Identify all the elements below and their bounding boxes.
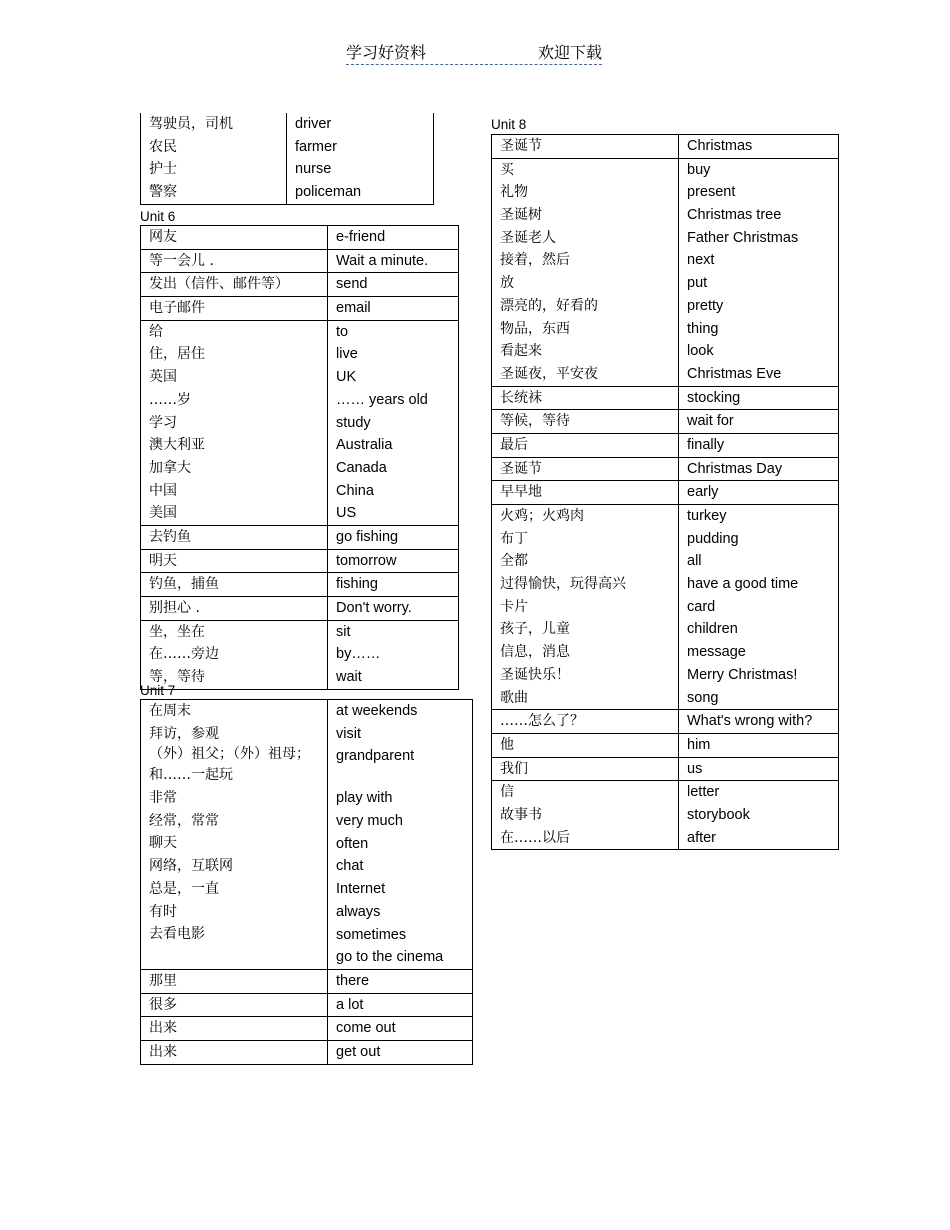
english-term: farmer [295, 138, 337, 155]
english-term: get out [336, 1043, 381, 1060]
english-term: sometimes [336, 926, 407, 943]
chinese-term: 歌曲 [500, 689, 528, 706]
vocab-group [141, 573, 459, 597]
chinese-term: 物品，东西 [500, 320, 570, 337]
english-term: early [687, 484, 719, 501]
chinese-cell [141, 549, 328, 573]
english-cell [679, 135, 839, 159]
english-term: chat [336, 858, 364, 875]
vocab-group [492, 135, 839, 159]
chinese-term: 那里 [149, 972, 177, 989]
english-term: after [687, 829, 717, 846]
english-term: Christmas Day [687, 460, 783, 477]
english-term: Canada [336, 459, 387, 476]
chinese-cell [492, 733, 679, 757]
english-cell [328, 249, 459, 273]
chinese-cell [141, 700, 328, 970]
unit5-vocab-table [140, 113, 434, 205]
vocab-group [141, 273, 459, 297]
vocab-group [141, 700, 473, 970]
chinese-term: 卡片 [500, 598, 528, 615]
english-term: UK [336, 369, 357, 386]
vocab-group [492, 386, 839, 410]
english-term: visit [336, 725, 361, 742]
chinese-term: 坐，坐在 [149, 623, 205, 640]
chinese-cell [492, 757, 679, 781]
chinese-term: ……岁 [149, 391, 191, 408]
chinese-term: 全都 [500, 553, 528, 570]
chinese-term: 护士 [149, 161, 177, 178]
english-term: play with [336, 790, 393, 807]
chinese-cell [141, 226, 328, 250]
english-cell [679, 505, 839, 710]
chinese-term: 发出（信件、邮件等） [149, 276, 289, 293]
chinese-term: 长统袜 [500, 389, 542, 406]
chinese-cell [141, 297, 328, 321]
english-term: nurse [295, 161, 332, 178]
english-term: pretty [687, 297, 724, 314]
english-cell [328, 1040, 473, 1064]
chinese-cell [141, 1017, 328, 1041]
vocab-group [492, 457, 839, 481]
chinese-term: 英国 [149, 369, 177, 386]
chinese-term: 在……旁边 [149, 646, 219, 663]
chinese-term: 等一会儿 . [149, 252, 214, 269]
vocab-group [141, 226, 459, 250]
chinese-cell [492, 457, 679, 481]
chinese-term: 圣诞节 [500, 138, 542, 154]
english-term: go fishing [336, 528, 399, 545]
chinese-cell [492, 505, 679, 710]
english-term: Australia [336, 437, 393, 454]
english-term: grandparent [336, 748, 415, 765]
chinese-cell [492, 481, 679, 505]
chinese-term: 圣诞老人 [500, 229, 556, 246]
english-cell [679, 158, 839, 386]
english-term: present [687, 184, 736, 201]
chinese-term: 和……一起玩 [149, 767, 233, 784]
chinese-term: 加拿大 [149, 459, 191, 476]
english-term: email [336, 300, 371, 317]
chinese-term: 住，居住 [149, 346, 205, 363]
unit7-vocab-table [140, 699, 473, 1065]
english-term: policeman [295, 184, 362, 201]
vocab-group [141, 525, 459, 549]
english-term: fishing [336, 576, 378, 593]
chinese-cell [141, 249, 328, 273]
english-term: have a good time [687, 576, 799, 593]
english-cell [679, 433, 839, 457]
english-cell [287, 113, 434, 204]
chinese-cell [141, 573, 328, 597]
english-cell [328, 320, 459, 525]
english-cell [328, 597, 459, 621]
vocab-group [141, 297, 459, 321]
chinese-term: 聊天 [149, 835, 177, 852]
english-term: at weekends [336, 703, 418, 719]
english-cell [328, 273, 459, 297]
vocab-group [141, 993, 473, 1017]
unit6-vocab-table [140, 225, 459, 690]
english-cell [328, 573, 459, 597]
vocab-group [492, 158, 839, 386]
header-right-text: 欢迎下载 [537, 43, 602, 62]
chinese-cell [492, 158, 679, 386]
chinese-term: 最后 [500, 436, 528, 453]
chinese-term: 拜访，参观 [149, 725, 219, 742]
english-term: message [687, 644, 746, 661]
chinese-term: 钓鱼，捕鱼 [149, 576, 219, 593]
english-cell [328, 549, 459, 573]
english-term: …… years old [336, 391, 428, 408]
header-left-text: 学习好资料 [346, 43, 427, 62]
english-term: driver [295, 116, 332, 132]
english-term: storybook [687, 806, 750, 823]
english-term: letter [687, 784, 720, 801]
chinese-term: 去钓鱼 [149, 528, 191, 545]
chinese-term: 火鸡；火鸡肉 [500, 508, 584, 524]
english-cell [679, 410, 839, 434]
english-term: stocking [687, 389, 741, 406]
english-term: What's wrong with? [687, 713, 813, 730]
chinese-cell [492, 710, 679, 734]
unit8-title: Unit 8 [491, 117, 527, 132]
chinese-term: 等候，等待 [500, 413, 570, 430]
vocab-group [492, 781, 839, 850]
english-term: by…… [336, 646, 381, 663]
english-term: Internet [336, 881, 386, 898]
chinese-term: 非常 [149, 790, 177, 807]
chinese-term: 学习 [149, 414, 177, 431]
unit7-title: Unit 7 [140, 683, 176, 698]
english-cell [679, 710, 839, 734]
english-term: Christmas tree [687, 207, 782, 224]
chinese-term: 布丁 [500, 530, 528, 547]
chinese-term: 明天 [149, 552, 177, 569]
english-cell [328, 993, 473, 1017]
english-term: look [687, 343, 714, 360]
vocab-group [492, 757, 839, 781]
vocab-group [141, 549, 459, 573]
chinese-term: 澳大利亚 [149, 437, 205, 454]
english-term: often [336, 835, 369, 852]
english-cell [328, 297, 459, 321]
vocab-group [141, 113, 434, 204]
english-term: put [687, 275, 708, 292]
chinese-term: 别担心 . [149, 600, 200, 616]
english-term: buy [687, 161, 711, 178]
chinese-cell [141, 597, 328, 621]
chinese-term: 早早地 [500, 484, 542, 501]
vocab-group [492, 505, 839, 710]
english-cell [328, 700, 473, 970]
english-term: send [336, 276, 368, 293]
chinese-cell [492, 410, 679, 434]
chinese-term: 去看电影 [149, 926, 205, 943]
unit8-vocab-table [491, 134, 839, 850]
chinese-term: 在周末 [149, 703, 191, 719]
english-term: very much [336, 813, 403, 830]
english-term: pudding [687, 530, 739, 547]
chinese-term: 他 [500, 736, 514, 753]
english-term: Christmas [687, 138, 753, 154]
english-term: to [336, 323, 349, 340]
english-cell [679, 386, 839, 410]
chinese-term: 电子邮件 [149, 300, 205, 317]
vocab-group [141, 969, 473, 993]
chinese-term: 出来 [149, 1043, 177, 1060]
english-term: e-friend [336, 229, 386, 245]
chinese-term: 总是，一直 [149, 880, 219, 897]
english-term: a lot [336, 996, 364, 1013]
vocab-group [141, 249, 459, 273]
chinese-term: 圣诞节 [500, 460, 542, 477]
vocab-group [492, 481, 839, 505]
vocab-group [141, 620, 459, 689]
english-term: wait [336, 669, 362, 686]
chinese-cell [141, 969, 328, 993]
chinese-term: 放 [500, 275, 514, 292]
english-term: come out [336, 1020, 396, 1037]
chinese-term: 网友 [149, 229, 177, 245]
english-term: sit [336, 623, 351, 640]
english-term: US [336, 505, 357, 522]
chinese-term: 圣诞快乐！ [500, 666, 570, 683]
vocab-group [141, 1040, 473, 1064]
chinese-term: 接着，然后 [500, 252, 570, 269]
chinese-cell [141, 993, 328, 1017]
english-term: finally [687, 436, 725, 453]
chinese-term: 很多 [149, 996, 177, 1013]
chinese-term: 中国 [149, 482, 177, 499]
vocab-group [492, 433, 839, 457]
chinese-term: ……怎么了？ [500, 713, 584, 730]
chinese-cell [492, 433, 679, 457]
english-cell [679, 781, 839, 850]
chinese-term: 美国 [149, 505, 177, 522]
english-cell [328, 226, 459, 250]
vocab-group [141, 597, 459, 621]
english-term: tomorrow [336, 552, 397, 569]
english-term: study [336, 414, 371, 431]
english-term: turkey [687, 508, 727, 524]
english-term: live [336, 346, 358, 363]
chinese-term: 信 [500, 784, 514, 801]
chinese-term: 圣诞树 [500, 207, 542, 224]
chinese-cell [141, 113, 287, 204]
chinese-cell [492, 781, 679, 850]
vocab-group [141, 1017, 473, 1041]
chinese-cell [141, 1040, 328, 1064]
chinese-term: 有时 [149, 903, 177, 920]
chinese-term: 警察 [149, 184, 177, 201]
chinese-term: （外）祖父；（外）祖母； [149, 746, 310, 763]
english-term: all [687, 553, 702, 570]
vocab-group [141, 320, 459, 525]
chinese-cell [141, 620, 328, 689]
english-term: always [336, 903, 381, 920]
chinese-term: 我们 [500, 760, 528, 777]
english-term: next [687, 252, 715, 269]
english-cell [328, 525, 459, 549]
chinese-term: 信息，消息 [500, 644, 570, 661]
english-term: us [687, 760, 703, 777]
english-term: there [336, 972, 370, 989]
chinese-term: 经常，常常 [149, 812, 219, 829]
english-term: card [687, 598, 716, 615]
page-header [346, 40, 602, 65]
chinese-cell [492, 135, 679, 159]
english-cell [328, 969, 473, 993]
chinese-term: 给 [149, 323, 163, 340]
english-cell [328, 1017, 473, 1041]
chinese-term: 买 [500, 161, 514, 178]
english-term: China [336, 482, 374, 499]
chinese-term: 农民 [149, 138, 177, 155]
english-cell [679, 481, 839, 505]
chinese-term: 故事书 [500, 806, 542, 823]
chinese-cell [492, 386, 679, 410]
chinese-term: 漂亮的，好看的 [500, 297, 598, 314]
english-cell [679, 457, 839, 481]
english-term: Don't worry. [336, 600, 412, 616]
chinese-cell [141, 320, 328, 525]
english-term: Merry Christmas! [687, 666, 798, 683]
vocab-group [492, 410, 839, 434]
chinese-term: 看起来 [500, 343, 542, 360]
chinese-term: 等，等待 [149, 669, 205, 686]
unit6-title: Unit 6 [140, 209, 176, 224]
english-term: him [687, 736, 711, 753]
chinese-cell [141, 273, 328, 297]
english-term: thing [687, 320, 719, 337]
chinese-cell [141, 525, 328, 549]
vocab-group [492, 733, 839, 757]
english-term: Christmas Eve [687, 365, 782, 382]
english-cell [679, 733, 839, 757]
english-cell [679, 757, 839, 781]
english-term: Wait a minute. [336, 252, 429, 269]
english-term: song [687, 689, 719, 706]
english-term: wait for [687, 413, 734, 430]
chinese-term: 在……以后 [500, 829, 570, 846]
chinese-term: 礼物 [500, 184, 528, 201]
english-cell [328, 620, 459, 689]
chinese-term: 圣诞夜，平安夜 [500, 365, 598, 382]
chinese-term: 过得愉快，玩得高兴 [500, 576, 626, 593]
chinese-term: 出来 [149, 1020, 177, 1037]
english-term: children [687, 621, 738, 638]
chinese-term: 孩子，儿童 [500, 621, 570, 638]
vocab-group [492, 710, 839, 734]
english-term: Father Christmas [687, 229, 799, 246]
english-term: go to the cinema [336, 949, 444, 966]
chinese-term: 驾驶员，司机 [149, 116, 233, 132]
chinese-term: 网络，互联网 [149, 858, 233, 875]
